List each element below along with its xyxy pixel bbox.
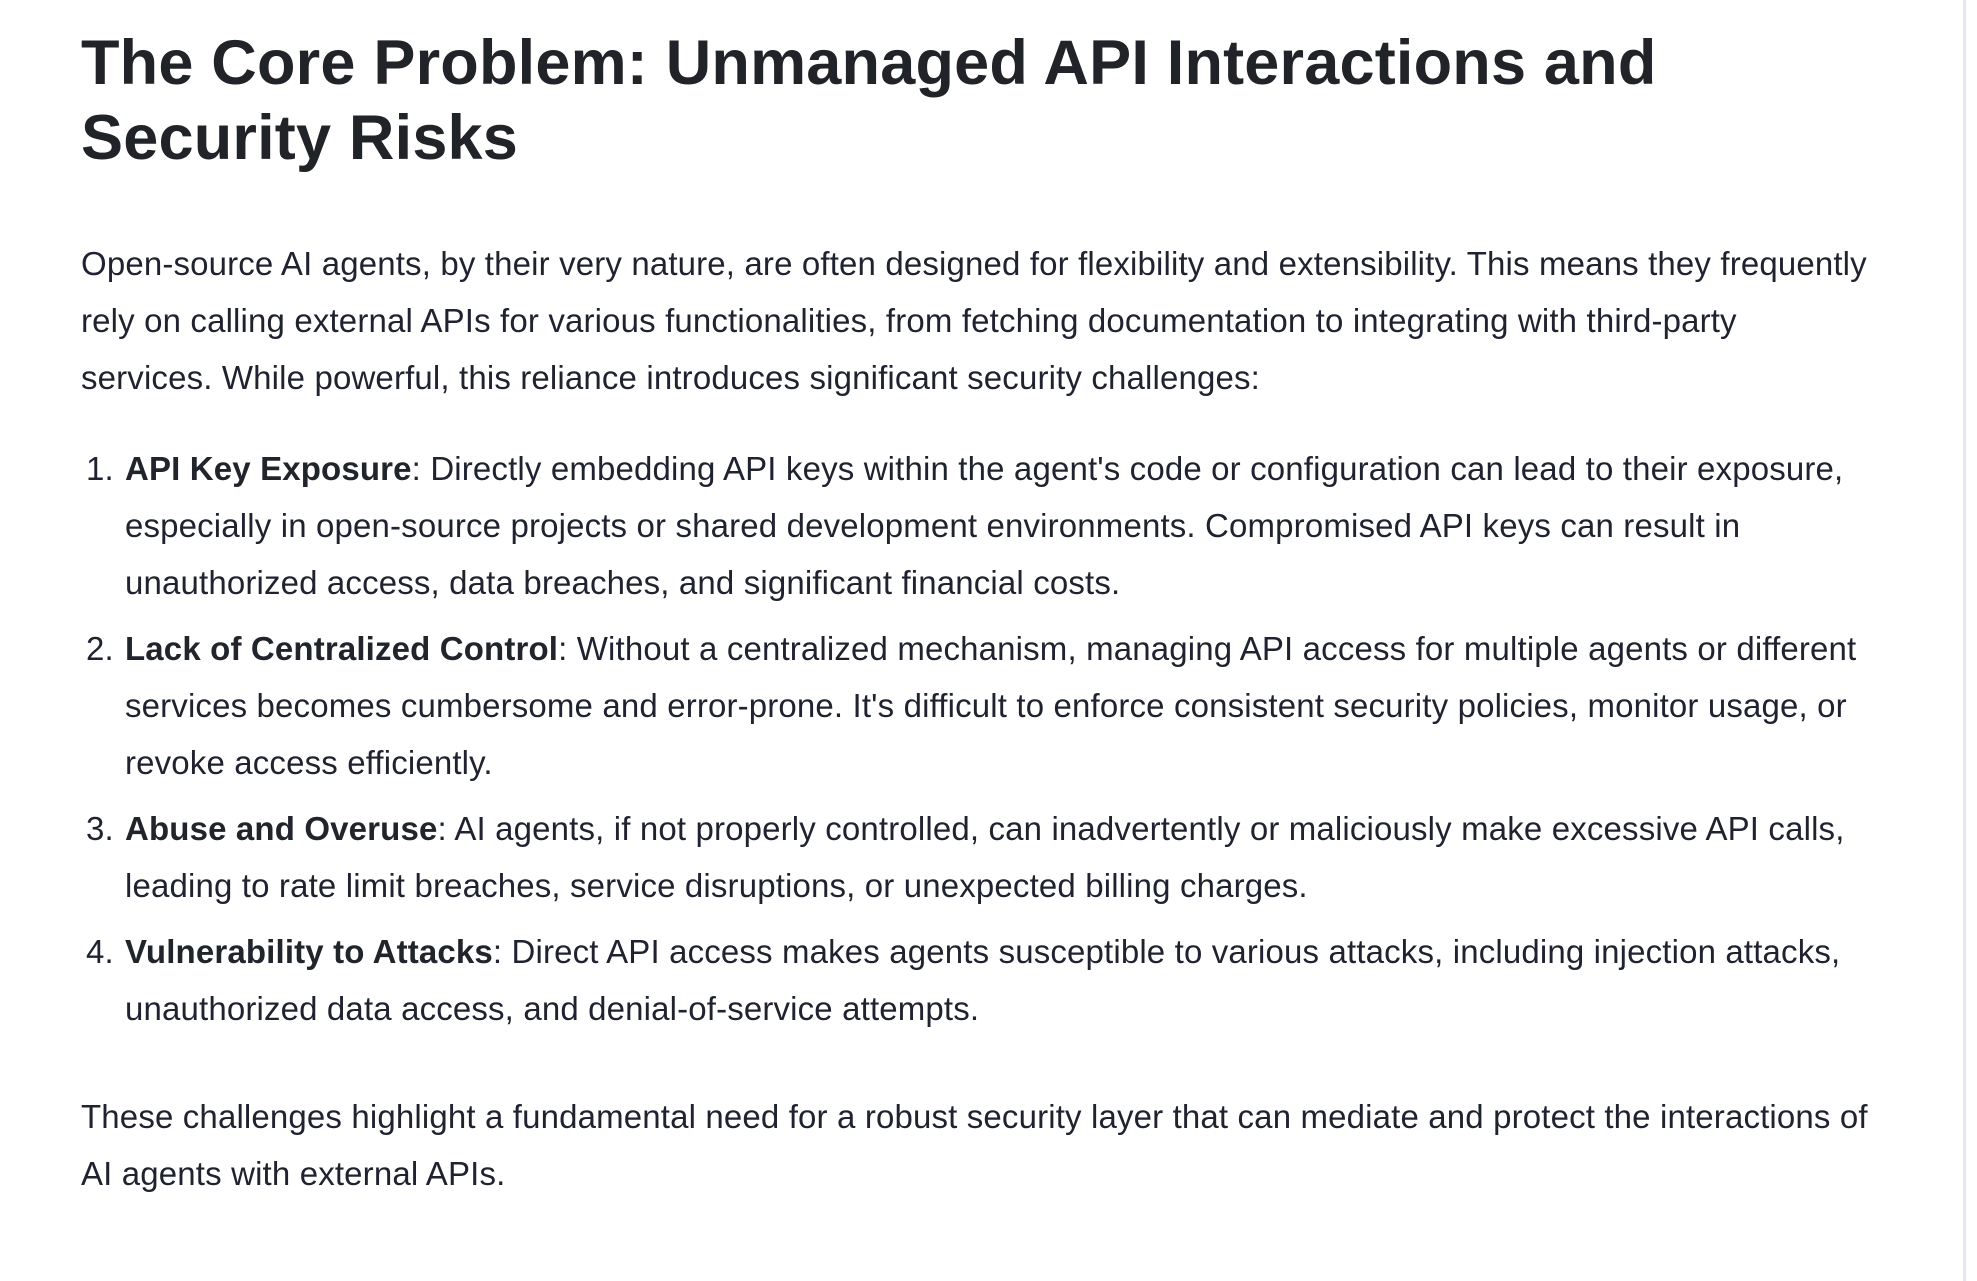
risk-term: API Key Exposure bbox=[125, 450, 412, 487]
section-heading: The Core Problem: Unmanaged API Interactions and Security Risks bbox=[81, 28, 1657, 173]
closing-paragraph: These challenges highlight a fundamental need for a robust security layer that can mediate and protect the interactions of AI agents with external APIs. bbox=[81, 1098, 1868, 1192]
list-item bbox=[86, 620, 1871, 791]
scrollbar-track[interactable] bbox=[1963, 0, 1966, 1281]
risk-term: Lack of Centralized Control bbox=[125, 630, 559, 667]
risk-term: Abuse and Overuse bbox=[125, 810, 438, 847]
risk-description: AI agents, if not properly controlled, can inadvertently or maliciously make excessive API calls, leading to rate limit breaches, service disruptions, or unexpected billing charges. bbox=[125, 810, 1845, 904]
list-item bbox=[86, 923, 1871, 1037]
risk-description: Direct API access makes agents susceptible to various attacks, including injection attacks, unauthorized data access, and denial-of-service attempts. bbox=[125, 933, 1841, 1027]
list-number: 3. bbox=[86, 810, 114, 847]
risk-description: Without a centralized mechanism, managing API access for multiple agents or different services becomes cumbersome and error-prone. It's difficult to enforce consistent security policies, monitor usage, or revoke access efficiently. bbox=[125, 630, 1857, 781]
risks-list bbox=[81, 440, 1871, 1037]
list-number: 2. bbox=[86, 630, 114, 667]
list-number: 4. bbox=[86, 933, 114, 970]
term-separator: : bbox=[437, 810, 455, 847]
term-separator: : bbox=[492, 933, 512, 970]
list-number: 1. bbox=[86, 450, 114, 487]
term-separator: : bbox=[558, 630, 577, 667]
intro-paragraph: Open-source AI agents, by their very nature, are often designed for flexibility and extensibility. This means they frequently rely on calling external APIs for various functionalities, from fetching documentation to integrating with third-party services. While powerful, this reliance introduces significant security challenges: bbox=[81, 245, 1867, 396]
article-content bbox=[81, 0, 1871, 1202]
risk-description: Directly embedding API keys within the agent's code or configuration can lead to their exposure, especially in open-source projects or shared development environments. Compromised API keys can result in unauthorized access, data breaches, and significant financial costs. bbox=[125, 450, 1844, 601]
term-separator: : bbox=[411, 450, 431, 487]
risk-term: Vulnerability to Attacks bbox=[125, 933, 493, 970]
list-item bbox=[86, 800, 1871, 914]
list-item bbox=[86, 440, 1871, 611]
